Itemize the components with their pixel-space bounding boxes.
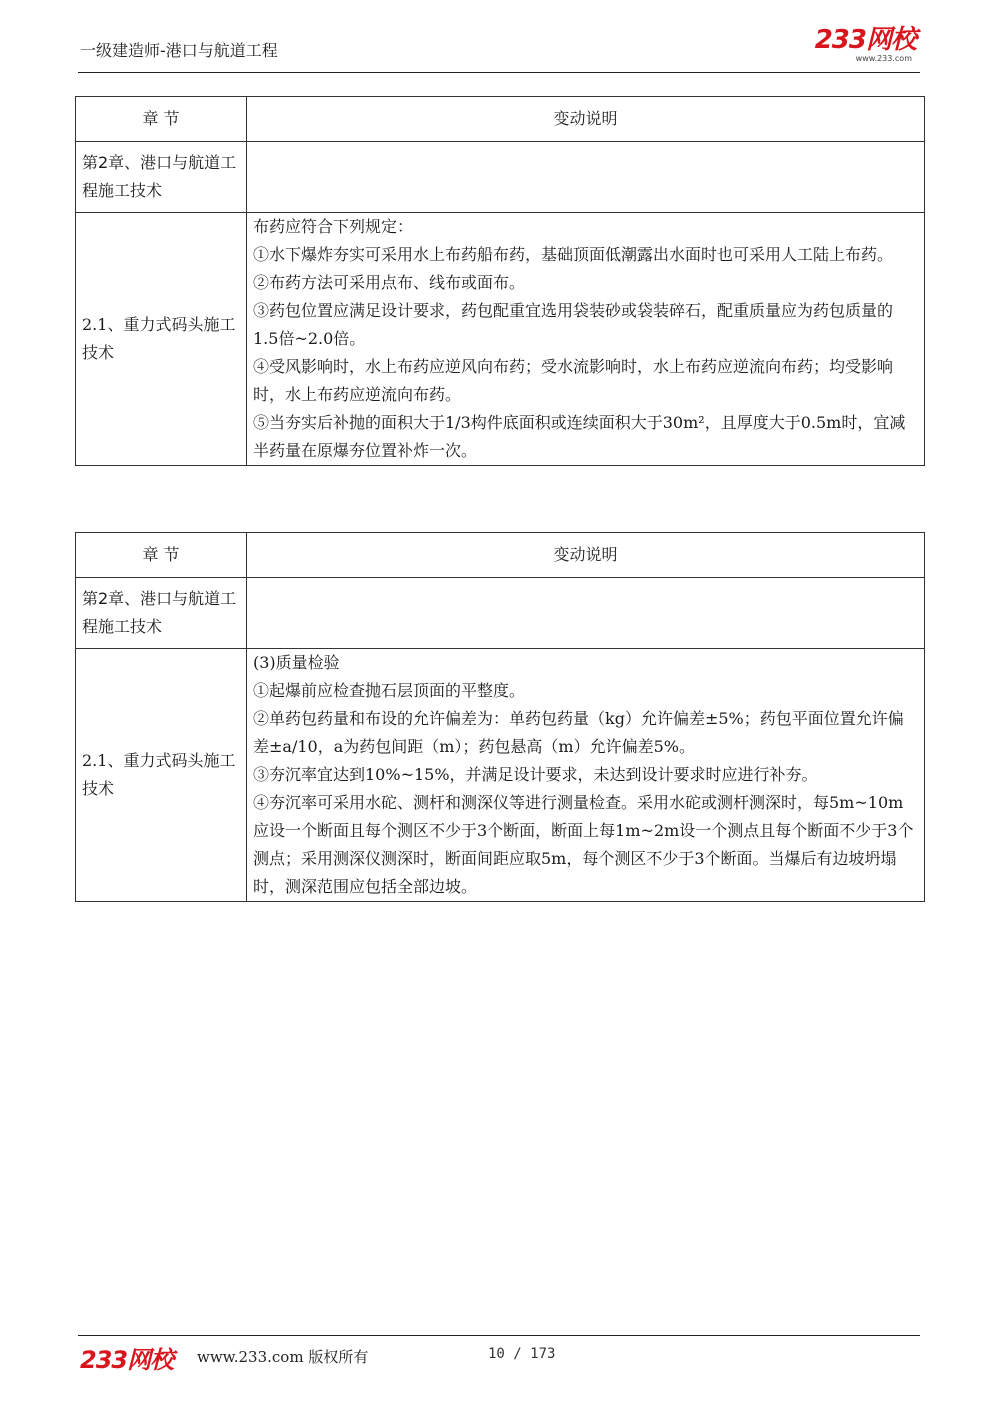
header-change-description: 变动说明: [247, 97, 925, 142]
content-line: (3)质量检验: [253, 653, 340, 672]
content-line: ④受风影响时，水上布药应逆风向布药；受水流影响时，水上布药应逆流向布药；均受影响时，水上布药应逆流向布药。: [253, 357, 894, 404]
change-table-2: [75, 532, 925, 902]
footer-copyright: www.233.com 版权所有: [197, 1348, 369, 1366]
table-header-row: [76, 533, 925, 578]
header-divider: [78, 72, 920, 73]
content-line: ③夯沉率宜达到10%~15%，并满足设计要求，未达到设计要求时应进行补夯。: [253, 765, 818, 784]
empty-cell: [247, 578, 925, 649]
content-line: ④夯沉率可采用水砣、测杆和测深仪等进行测量检查。采用水砣或测杆测深时，每5m~10m应设一个断面且每个测区不少于3个断面，断面上每1m~2m设一个测点且每个断面不少于3个测点；采用测深仪测深时，断面间距应取5m，每个测区不少于3个断面。当爆后有边坡坍塌时，测深范围应包括全部边坡。: [253, 793, 914, 896]
header-chapter: 章 节: [76, 533, 247, 578]
content-line: ①起爆前应检查抛石层顶面的平整度。: [253, 681, 526, 700]
page-number: 10 / 173: [488, 1346, 556, 1362]
change-content: [247, 213, 925, 466]
content-line: 布药应符合下列规定：: [253, 217, 414, 236]
table-row: [76, 578, 925, 649]
logo-text: 233网校: [814, 25, 916, 55]
content-line: ①水下爆炸夯实可采用水上布药船布药，基础顶面低潮露出水面时也可采用人工陆上布药。: [253, 245, 894, 264]
change-content: [247, 649, 925, 902]
empty-cell: [247, 142, 925, 213]
chapter-cell: 第2章、港口与航道工程施工技术: [76, 142, 247, 213]
footer-logo: 233网校: [80, 1346, 174, 1374]
table-row: [76, 142, 925, 213]
table-header-row: [76, 97, 925, 142]
page-header-title: 一级建造师-港口与航道工程: [80, 41, 278, 60]
section-cell: 2.1、重力式码头施工技术: [76, 213, 247, 466]
change-table-1: [75, 96, 925, 466]
chapter-cell: 第2章、港口与航道工程施工技术: [76, 578, 247, 649]
brand-logo: [815, 26, 916, 63]
header-chapter: 章 节: [76, 97, 247, 142]
content-line: ③药包位置应满足设计要求，药包配重宜选用袋装砂或袋装碎石，配重质量应为药包质量的1.5倍~2.0倍。: [253, 301, 894, 348]
section-cell: 2.1、重力式码头施工技术: [76, 649, 247, 902]
table-row: [76, 649, 925, 902]
table-row: [76, 213, 925, 466]
logo-url: www.233.com: [855, 54, 912, 63]
content-line: ⑤当夯实后补抛的面积大于1/3构件底面积或连续面积大于30m²，且厚度大于0.5m时，宜减半药量在原爆夯位置补炸一次。: [253, 413, 906, 460]
content-line: ②单药包药量和布设的允许偏差为：单药包药量（kg）允许偏差±5%；药包平面位置允许偏差±a/10，a为药包间距（m）；药包悬高（m）允许偏差5%。: [253, 709, 904, 756]
footer-divider: [78, 1335, 920, 1336]
header-change-description: 变动说明: [247, 533, 925, 578]
content-line: ②布药方法可采用点布、线布或面布。: [253, 273, 526, 292]
